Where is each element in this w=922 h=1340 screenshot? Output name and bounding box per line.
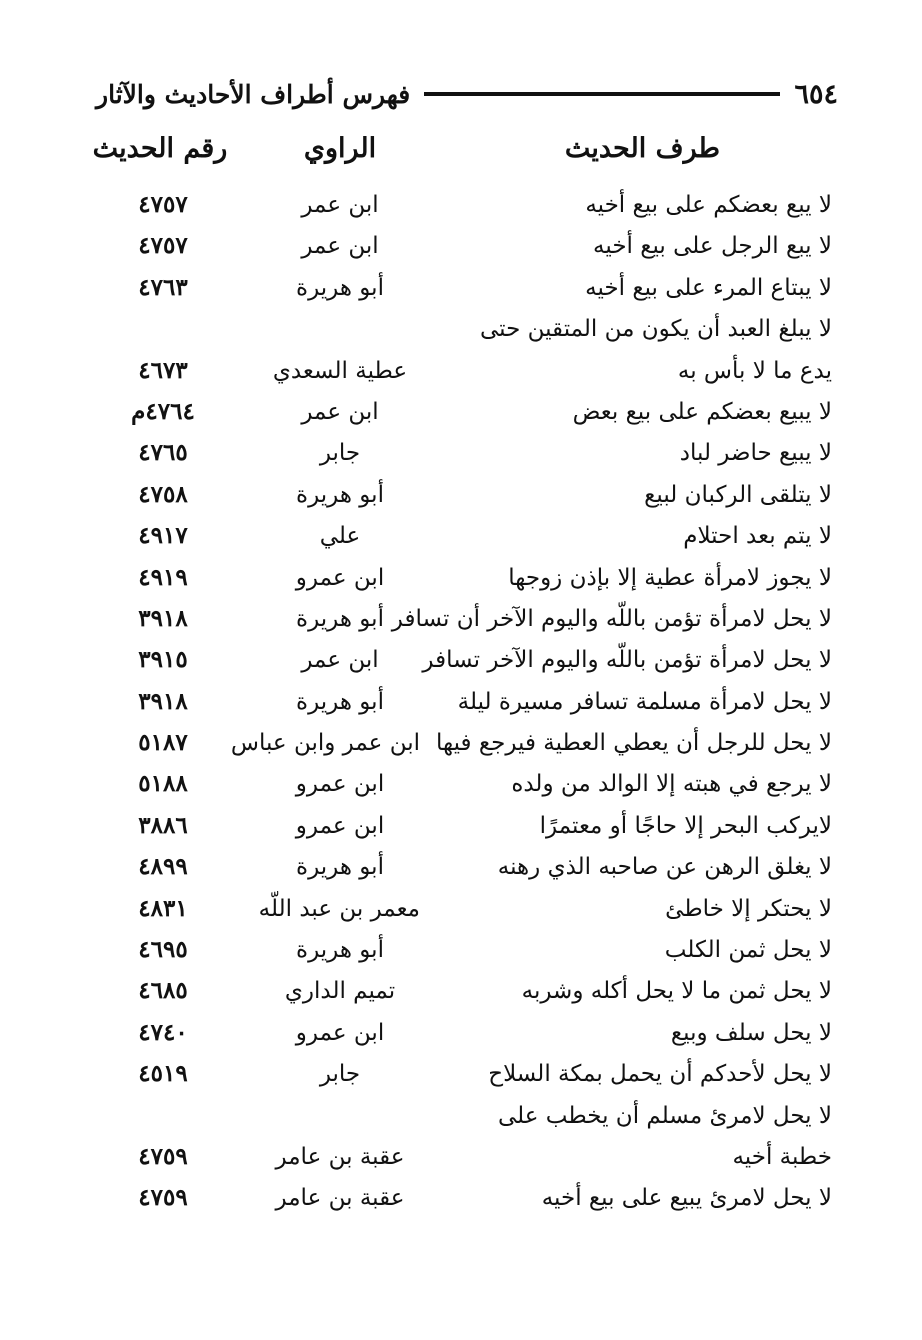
hadith-excerpt: لا يبع بعضكم على بيع أخيه [585, 192, 832, 218]
hadith-excerpt: لا يحتكر إلا خاطئ [665, 895, 832, 922]
heading-hadith-number: رقم الحديث [92, 133, 228, 164]
table-row [96, 723, 838, 764]
hadith-number: ٤٧٦٥ [138, 439, 188, 467]
hadith-excerpt: لا يتم بعد احتلام [683, 523, 832, 550]
hadith-number: ٤٨٩٩ [138, 853, 188, 881]
table-row [96, 806, 838, 847]
narrator: ابن عمرو [295, 771, 385, 798]
narrator: ابن عمر [301, 233, 379, 260]
hadith-number: ٣٩١٥ [138, 646, 188, 674]
hadith-excerpt: لا يجوز لامرأة عطية إلا بإذن زوجها [508, 564, 832, 591]
heading-hadith-excerpt: طرف الحديث [564, 133, 720, 164]
hadith-number: ٤٩١٩ [138, 563, 188, 591]
table-row [96, 847, 838, 888]
table-row [96, 475, 838, 516]
narrator: أبو هريرة [296, 688, 384, 715]
hadith-excerpt: لا يبلغ العبد أن يكون من المتقين حتى [479, 316, 832, 343]
hadith-number: ٤٧٥٧ [138, 232, 188, 260]
table-row [96, 185, 838, 226]
narrator: أبو هريرة [296, 937, 384, 964]
narrator: ابن عمر [301, 398, 379, 425]
running-header [96, 74, 838, 114]
hadith-number: ٤٧٥٩ [138, 1184, 188, 1212]
hadith-number: ٤٧٥٩ [138, 1142, 188, 1170]
hadith-number: ٤٧٦٣ [138, 273, 188, 301]
hadith-number: ٤٦٧٣ [138, 356, 188, 384]
narrator: علي [319, 523, 361, 550]
hadith-number: ٣٩١٨ [138, 687, 188, 715]
narrator: ابن عمر وابن عباس [230, 730, 420, 757]
heading-narrator: الراوي [303, 133, 377, 164]
hadith-excerpt: لا يغلق الرهن عن صاحبه الذي رهنه [497, 854, 832, 881]
narrator: ابن عمرو [295, 812, 385, 839]
hadith-excerpt: لا يحل ثمن ما لا يحل أكله وشربه [521, 978, 832, 1005]
hadith-excerpt: لا يحل لامرئ مسلم أن يخطب على [497, 1102, 832, 1129]
hadith-number: ٤٦٨٥ [138, 977, 188, 1005]
hadith-number: ٤٥١٩ [138, 1060, 188, 1088]
table-row [96, 1054, 838, 1095]
table-row [96, 309, 838, 350]
hadith-excerpt: يدع ما لا بأس به [677, 357, 832, 384]
column-headings [92, 133, 838, 177]
table-row [96, 682, 838, 723]
hadith-excerpt: لا يبيع بعضكم على بيع بعض [572, 398, 832, 425]
narrator: أبو هريرة [296, 854, 384, 881]
hadith-excerpt: لا يحل لأحدكم أن يحمل بمكة السلاح [488, 1061, 832, 1088]
hadith-excerpt: لا يبع الرجل على بيع أخيه [593, 233, 832, 260]
hadith-number: ٤٦٩٥ [138, 936, 188, 964]
table-row [96, 351, 838, 392]
narrator: معمر بن عبد اللّه [258, 895, 420, 922]
table-row [96, 930, 838, 971]
table-row [96, 226, 838, 267]
table-row [96, 1137, 838, 1178]
hadith-excerpt: لايركب البحر إلا حاجًا أو معتمرًا [539, 812, 832, 839]
hadith-excerpt: لا يبيع حاضر لباد [679, 440, 832, 467]
narrator: جابر [319, 440, 361, 467]
narrator: أبو هريرة [296, 605, 384, 632]
hadith-number: ٤٧٥٧ [138, 191, 188, 218]
table-row [96, 516, 838, 557]
table-row [96, 1178, 838, 1219]
table-row [96, 433, 838, 474]
table-row [96, 640, 838, 681]
table-row [96, 392, 838, 433]
hadith-number: ٤٧٦٤م [131, 397, 195, 425]
index-table [96, 185, 838, 1220]
narrator: ابن عمر [301, 647, 379, 674]
table-row [96, 971, 838, 1012]
hadith-number: ٣٩١٨ [138, 604, 188, 632]
narrator: جابر [319, 1061, 361, 1088]
narrator: ابن عمر [301, 192, 379, 218]
hadith-number: ٤٩١٧ [138, 522, 188, 550]
narrator: ابن عمرو [295, 1019, 385, 1046]
hadith-excerpt: خطبة أخيه [732, 1143, 832, 1170]
narrator: أبو هريرة [296, 274, 384, 301]
hadith-excerpt: لا يحل لامرأة مسلمة تسافر مسيرة ليلة [457, 688, 832, 715]
table-row [96, 558, 838, 599]
table-row [96, 1096, 838, 1137]
narrator: عقبة بن عامر [275, 1143, 405, 1170]
hadith-number: ٣٨٨٦ [138, 811, 188, 839]
table-row [96, 1013, 838, 1054]
narrator: ابن عمرو [295, 564, 385, 591]
hadith-number: ٥١٨٧ [138, 729, 188, 757]
hadith-excerpt: لا يحل للرجل أن يعطي العطية فيرجع فيها [436, 730, 832, 757]
hadith-excerpt: لا يحل ثمن الكلب [664, 937, 832, 964]
hadith-excerpt: لا يحل سلف وبيع [670, 1019, 832, 1046]
hadith-number: ٤٧٥٨ [138, 480, 188, 508]
table-row [96, 599, 838, 640]
hadith-excerpt: لا يبتاع المرء على بيع أخيه [585, 274, 832, 301]
hadith-number: ٤٨٣١ [138, 894, 188, 922]
narrator: عقبة بن عامر [275, 1185, 405, 1212]
hadith-excerpt: لا يحل لامرأة تؤمن باللّه واليوم الآخر تسافر [422, 647, 832, 674]
page-number: ٦٥٤ [794, 78, 838, 110]
table-row [96, 889, 838, 930]
hadith-excerpt: لا يرجع في هبته إلا الوالد من ولده [511, 771, 832, 798]
hadith-number: ٤٧٤٠ [138, 1018, 188, 1046]
running-title: فهرس أطراف الأحاديث والآثار [96, 79, 411, 109]
narrator: عطية السعدي [272, 357, 408, 384]
hadith-excerpt: لا يحل لامرئ يبيع على بيع أخيه [541, 1185, 832, 1212]
table-row [96, 268, 838, 309]
table-row [96, 764, 838, 805]
hadith-excerpt: لا يتلقى الركبان لبيع [644, 481, 832, 508]
hadith-excerpt: لا يحل لامرأة تؤمن باللّه واليوم الآخر أن تسافر [391, 605, 832, 632]
header-rule [424, 92, 780, 96]
hadith-number: ٥١٨٨ [138, 770, 188, 798]
narrator: تميم الداري [284, 978, 396, 1005]
narrator: أبو هريرة [296, 481, 384, 508]
